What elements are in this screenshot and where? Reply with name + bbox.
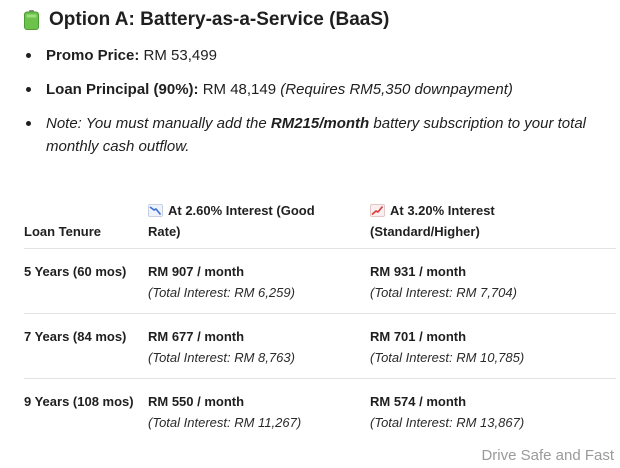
table-row [24, 379, 616, 443]
monthly-payment: RM 931 / month [370, 264, 467, 279]
list-item-loan-principal [24, 78, 513, 101]
monthly-payment: RM 574 / month [370, 394, 467, 409]
row-good-rate-cell [148, 391, 301, 433]
header-standard-rate [370, 200, 590, 242]
row-tenure: 9 Years (108 mos) [24, 394, 134, 409]
chart-decreasing-icon [148, 202, 163, 215]
table-row [24, 314, 616, 379]
total-interest: (Total Interest: RM 11,267) [148, 415, 302, 430]
note-suffix: battery subscription to your total monthly cash outflow. [46, 115, 586, 155]
list-item-promo-price [24, 44, 217, 67]
chart-increasing-icon [370, 202, 385, 215]
row-standard-rate-cell [370, 326, 524, 368]
total-interest: (Total Interest: RM 10,785) [370, 350, 525, 365]
monthly-payment: RM 550 / month [148, 394, 245, 409]
monthly-payment: RM 677 / month [148, 329, 245, 344]
monthly-payment: RM 701 / month [370, 329, 467, 344]
list-item-note [24, 112, 614, 158]
table-row [24, 249, 616, 314]
section-title: Option A: Battery-as-a-Service (BaaS) [49, 9, 390, 30]
header-loan-tenure: Loan Tenure [24, 224, 102, 239]
loan-principal-label: Loan Principal (90%): [46, 81, 199, 98]
note-subscription-amount: RM215/month [270, 115, 370, 132]
row-tenure: 5 Years (60 mos) [24, 264, 127, 279]
watermark: Drive Safe and Fast [481, 447, 614, 464]
total-interest: (Total Interest: RM 8,763) [148, 350, 295, 365]
table-header [24, 196, 616, 249]
loan-principal-value: RM 48,149 [202, 81, 277, 98]
promo-price-value: RM 53,499 [143, 47, 217, 64]
row-standard-rate-cell [370, 261, 517, 303]
row-tenure: 7 Years (84 mos) [24, 329, 127, 344]
total-interest: (Total Interest: RM 7,704) [370, 285, 517, 300]
total-interest: (Total Interest: RM 13,867) [370, 415, 525, 430]
note-prefix: Note: You must manually add the [46, 115, 271, 132]
row-standard-rate-cell [370, 391, 524, 433]
header-good-rate [148, 200, 348, 242]
loan-downpayment-note: (Requires RM5,350 downpayment) [280, 81, 513, 98]
monthly-payment: RM 907 / month [148, 264, 245, 279]
battery-icon [24, 10, 39, 30]
loan-table [24, 196, 616, 443]
header-standard-rate-label: At 3.20% Interest (Standard/Higher) [370, 203, 495, 239]
row-good-rate-cell [148, 261, 295, 303]
section-heading [24, 6, 389, 34]
total-interest: (Total Interest: RM 6,259) [148, 285, 295, 300]
row-good-rate-cell [148, 326, 295, 368]
promo-price-label: Promo Price: [46, 47, 140, 64]
header-good-rate-label: At 2.60% Interest (Good Rate) [148, 203, 315, 239]
